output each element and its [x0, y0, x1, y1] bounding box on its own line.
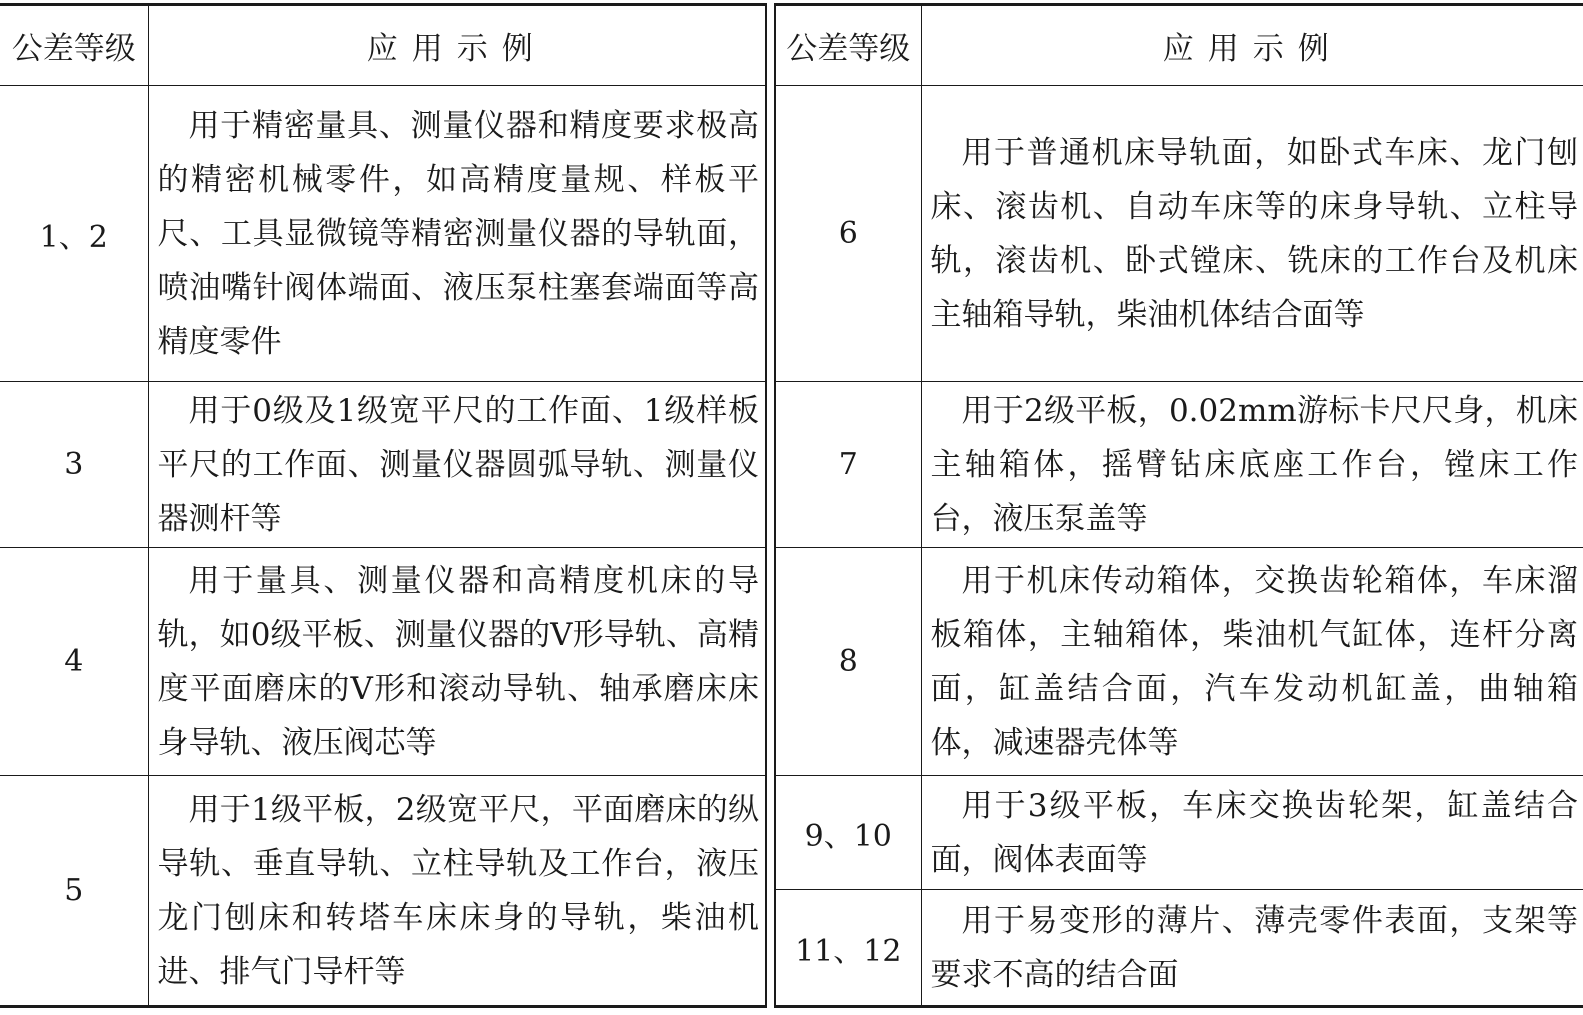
table-row — [775, 776, 1583, 890]
example-header: 应用示例 — [148, 5, 766, 86]
table-row — [0, 382, 766, 548]
example-cell — [148, 382, 766, 548]
example-text: 用于普通机床导轨面，如卧式车床、龙门刨床、滚齿机、自动车床等的床身导轨、立柱导轨，滚齿机、卧式镗床、铣床的工作台及机床主轴箱导轨，柴油机体结合面等 — [930, 134, 1578, 333]
grade-cell: 9、10 — [775, 776, 921, 890]
grade-header: 公差等级 — [0, 5, 148, 86]
example-cell — [148, 86, 766, 382]
left-table — [0, 3, 767, 1008]
header-row — [0, 5, 766, 86]
example-text: 用于1级平板，2级宽平尺，平面磨床的纵导轨、垂直导轨、立柱导轨及工作台，液压龙门刨床和转塔车床床身的导轨，柴油机进、排气门导杆等 — [157, 791, 759, 990]
grade-cell: 5 — [0, 776, 148, 1007]
table-row — [775, 86, 1583, 382]
example-cell — [921, 890, 1583, 1007]
example-header: 应用示例 — [921, 5, 1583, 86]
grade-header: 公差等级 — [775, 5, 921, 86]
example-cell — [921, 382, 1583, 548]
grade-cell: 3 — [0, 382, 148, 548]
grade-cell: 4 — [0, 548, 148, 776]
table-row — [775, 548, 1583, 776]
grade-cell: 6 — [775, 86, 921, 382]
example-text: 用于精密量具、测量仪器和精度要求极高的精密机械零件，如高精度量规、样板平尺、工具显微镜等精密测量仪器的导轨面，喷油嘴针阀体端面、液压泵柱塞套端面等高精度零件 — [157, 107, 759, 360]
example-text: 用于量具、测量仪器和高精度机床的导轨，如0级平板、测量仪器的V形导轨、高精度平面磨床的V形和滚动导轨、轴承磨床床身导轨、液压阀芯等 — [157, 562, 759, 761]
grade-cell: 8 — [775, 548, 921, 776]
grade-cell: 1、2 — [0, 86, 148, 382]
table-row — [0, 548, 766, 776]
example-cell — [921, 776, 1583, 890]
table-row — [0, 86, 766, 382]
table-row — [775, 890, 1583, 1007]
right-table — [774, 3, 1583, 1008]
table-row — [775, 382, 1583, 548]
grade-cell: 11、12 — [775, 890, 921, 1007]
example-cell — [148, 776, 766, 1007]
header-row — [775, 5, 1583, 86]
example-cell — [921, 86, 1583, 382]
example-cell — [921, 548, 1583, 776]
table-row — [0, 776, 766, 1007]
example-text: 用于2级平板，0.02mm游标卡尺尺身，机床主轴箱体，摇臂钻床底座工作台，镗床工作台，液压泵盖等 — [930, 392, 1578, 537]
grade-cell: 7 — [775, 382, 921, 548]
example-text: 用于0级及1级宽平尺的工作面、1级样板平尺的工作面、测量仪器圆弧导轨、测量仪器测杆等 — [157, 392, 759, 537]
example-text: 用于易变形的薄片、薄壳零件表面，支架等要求不高的结合面 — [930, 902, 1578, 993]
example-text: 用于机床传动箱体，交换齿轮箱体，车床溜板箱体，主轴箱体，柴油机气缸体，连杆分离面，缸盖结合面，汽车发动机缸盖，曲轴箱体，减速器壳体等 — [930, 562, 1578, 761]
example-text: 用于3级平板，车床交换齿轮架，缸盖结合面，阀体表面等 — [930, 787, 1578, 878]
example-cell — [148, 548, 766, 776]
